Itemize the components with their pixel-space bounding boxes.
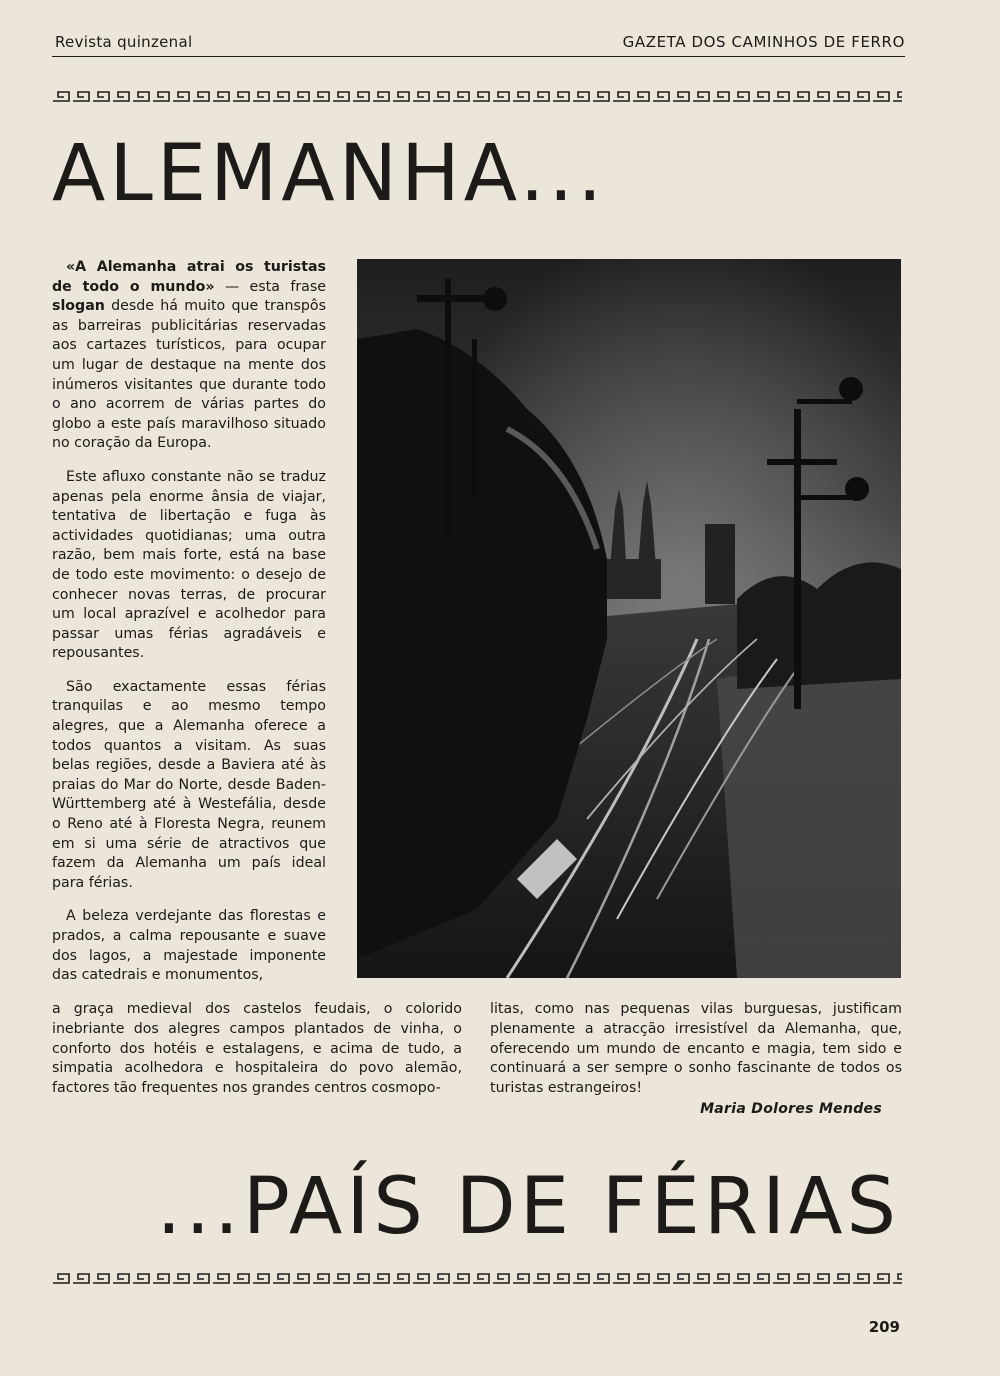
paragraph-3: São exactamente essas férias tranquilas e ao mesmo tempo alegres, que a Alemanha oferece a todos quantos a visitam. As suas belas regiões, desde a Baviera até às praias do Mar do Norte, desde Baden-Württemberg até à Westefália, desde o Reno até à Floresta Negra, reunem em si uma série de atractivos que fazem da Alemanha um país ideal para férias. [52, 678, 326, 891]
meander-border-bottom [52, 1271, 902, 1285]
paragraph-2: Este afluxo constante não se traduz apenas pela enorme ânsia de viajar, tentativa de libertação e fuga às actividades quotidianas; uma outra razão, bem mais forte, está na base de todo este movimento: o desejo de conhecer novas terras, de procurar um local aprazível e acolhedor para passar umas férias agradáveis e repousantes. [52, 468, 326, 662]
header-right: GAZETA DOS CAMINHOS DE FERRO [622, 33, 905, 51]
paragraph-lead [52, 258, 326, 454]
title-alemanha: ALEMANHA... [52, 129, 607, 219]
lead-slogan: slogan [52, 298, 105, 315]
paragraph-4-continued-right: litas, como nas pequenas vilas burguesas, justificam plenamente a atracção irresistível da Alemanha, que, oferecendo um mundo de encanto e magia, tem sido e continuará a ser sempre o sonho fascinante de todos os turistas estrangeiros! [490, 1001, 902, 1097]
title-pais-de-ferias: ...PAÍS DE FÉRIAS [156, 1162, 900, 1252]
author-signature: Maria Dolores Mendes [700, 1101, 882, 1117]
railway-photo [357, 259, 901, 978]
paragraph-4-continued-left: a graça medieval dos castelos feudais, o colorido inebriante dos alegres campos plantados de vinha, o conforto dos hotéis e estalagens, e acima de tudo, a simpatia acolhedora e hospitaleira do povo alemão, factores tão frequentes nos grandes centros cosmopo- [52, 1001, 462, 1097]
railway-photo-illustration [357, 259, 901, 978]
header-rule [52, 56, 905, 57]
header-left: Revista quinzenal [55, 33, 193, 51]
paragraph-4: A beleza verdejante das florestas e prados, a calma repousante e suave dos lagos, a majestade imponente das catedrais e monumentos, [52, 908, 326, 984]
lead-mid: — esta frase [214, 278, 326, 295]
page-number: 209 [868, 1318, 900, 1336]
meander-border-top [52, 89, 902, 103]
lead-bold: «A Alemanha atrai os turistas de todo o mundo» [52, 259, 326, 295]
lead-rest: desde há muito que transpôs as barreiras publicitárias reservadas aos cartazes turísticos, para ocupar um lugar de destaque na mente dos inúmeros visitantes que durante todo o ano acorrem de várias partes do globo a este país maravilhoso situado no coração da Europa. [52, 298, 326, 452]
article-column-left [52, 258, 326, 986]
